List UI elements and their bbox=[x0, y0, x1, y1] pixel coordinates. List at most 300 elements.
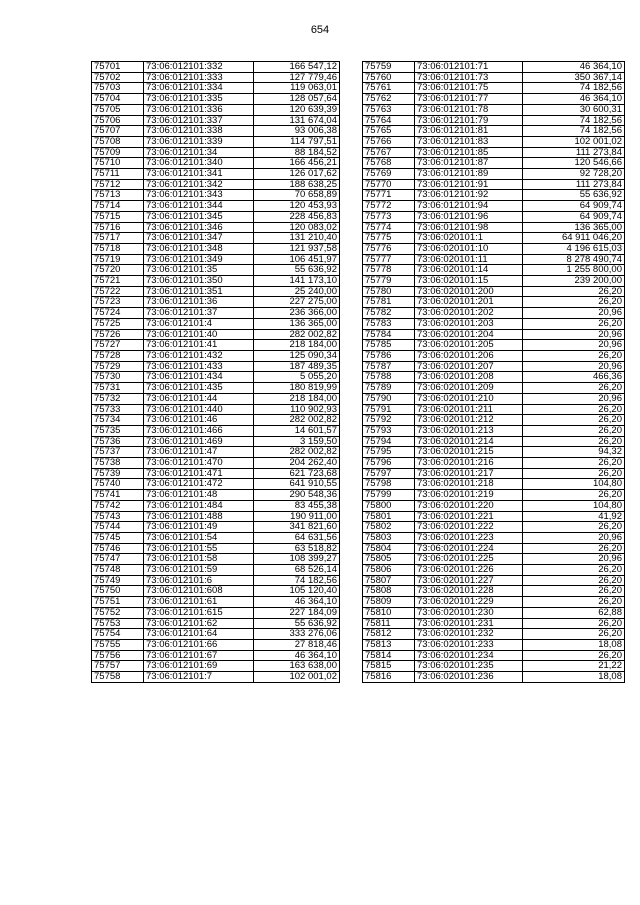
cadastral-number: 73:06:020101:216 bbox=[415, 458, 523, 469]
cadastral-number: 73:06:020101:219 bbox=[415, 490, 523, 501]
table-row bbox=[92, 650, 340, 661]
cadastral-value: 70 658,89 bbox=[254, 190, 340, 201]
cadastral-number: 73:06:012101:41 bbox=[144, 340, 254, 351]
cadastral-number: 73:06:012101:332 bbox=[144, 62, 254, 73]
cadastral-number: 73:06:012101:64 bbox=[144, 629, 254, 640]
table-row bbox=[92, 511, 340, 522]
cadastral-value: 228 456,83 bbox=[254, 211, 340, 222]
row-number: 75740 bbox=[92, 479, 144, 490]
cadastral-value: 74 182,56 bbox=[523, 83, 625, 94]
cadastral-value: 102 001,02 bbox=[254, 672, 340, 683]
cadastral-value: 120 639,39 bbox=[254, 104, 340, 115]
cadastral-number: 73:06:012101:434 bbox=[144, 372, 254, 383]
cadastral-value: 190 911,00 bbox=[254, 511, 340, 522]
row-number: 75759 bbox=[363, 62, 415, 73]
cadastral-number: 73:06:012101:69 bbox=[144, 661, 254, 672]
table-row bbox=[92, 243, 340, 254]
row-number: 75738 bbox=[92, 458, 144, 469]
cadastral-number: 73:06:012101:83 bbox=[415, 136, 523, 147]
row-number: 75753 bbox=[92, 618, 144, 629]
row-number: 75751 bbox=[92, 597, 144, 608]
cadastral-value: 5 055,20 bbox=[254, 372, 340, 383]
cadastral-value: 128 057,64 bbox=[254, 94, 340, 105]
cadastral-value: 227 275,00 bbox=[254, 297, 340, 308]
cadastral-number: 73:06:012101:351 bbox=[144, 286, 254, 297]
row-number: 75722 bbox=[92, 286, 144, 297]
table-row bbox=[363, 661, 625, 672]
cadastral-value: 55 636,92 bbox=[254, 618, 340, 629]
row-number: 75802 bbox=[363, 522, 415, 533]
cadastral-number: 73:06:020101:224 bbox=[415, 543, 523, 554]
row-number: 75796 bbox=[363, 458, 415, 469]
table-row bbox=[363, 586, 625, 597]
cadastral-number: 73:06:012101:346 bbox=[144, 222, 254, 233]
table-row bbox=[92, 404, 340, 415]
cadastral-number: 73:06:020101:209 bbox=[415, 383, 523, 394]
cadastral-value: 111 273,84 bbox=[523, 179, 625, 190]
table-row bbox=[363, 543, 625, 554]
row-number: 75756 bbox=[92, 650, 144, 661]
row-number: 75812 bbox=[363, 629, 415, 640]
cadastral-value: 166 547,12 bbox=[254, 62, 340, 73]
table-row bbox=[92, 565, 340, 576]
table-row bbox=[363, 211, 625, 222]
table-row bbox=[92, 468, 340, 479]
row-number: 75760 bbox=[363, 72, 415, 83]
row-number: 75747 bbox=[92, 554, 144, 565]
cadastral-number: 73:06:012101:472 bbox=[144, 479, 254, 490]
table-row bbox=[92, 425, 340, 436]
row-number: 75799 bbox=[363, 490, 415, 501]
table-row bbox=[363, 500, 625, 511]
cadastral-value: 83 455,38 bbox=[254, 500, 340, 511]
row-number: 75726 bbox=[92, 329, 144, 340]
cadastral-number: 73:06:012101:345 bbox=[144, 211, 254, 222]
cadastral-value: 111 273,84 bbox=[523, 147, 625, 158]
row-number: 75730 bbox=[92, 372, 144, 383]
table-row bbox=[363, 672, 625, 683]
row-number: 75767 bbox=[363, 147, 415, 158]
cadastral-number: 73:06:012101:89 bbox=[415, 169, 523, 180]
table-row bbox=[363, 297, 625, 308]
table-row bbox=[363, 254, 625, 265]
cadastral-number: 73:06:012101:470 bbox=[144, 458, 254, 469]
row-number: 75764 bbox=[363, 115, 415, 126]
table-row bbox=[363, 233, 625, 244]
table-row bbox=[92, 479, 340, 490]
table-row bbox=[92, 672, 340, 683]
row-number: 75725 bbox=[92, 318, 144, 329]
cadastral-number: 73:06:020101:225 bbox=[415, 554, 523, 565]
cadastral-number: 73:06:012101:334 bbox=[144, 83, 254, 94]
table-row bbox=[363, 169, 625, 180]
table-row bbox=[92, 415, 340, 426]
row-number: 75801 bbox=[363, 511, 415, 522]
table-row bbox=[92, 233, 340, 244]
cadastral-number: 73:06:020101:214 bbox=[415, 436, 523, 447]
cadastral-value: 120 083,02 bbox=[254, 222, 340, 233]
cadastral-value: 120 453,93 bbox=[254, 201, 340, 212]
cadastral-value: 92 728,20 bbox=[523, 169, 625, 180]
table-row bbox=[92, 83, 340, 94]
table-row bbox=[363, 597, 625, 608]
table-row bbox=[92, 201, 340, 212]
cadastral-number: 73:06:020101:229 bbox=[415, 597, 523, 608]
row-number: 75752 bbox=[92, 607, 144, 618]
row-number: 75746 bbox=[92, 543, 144, 554]
table-row bbox=[92, 597, 340, 608]
table-row bbox=[92, 62, 340, 73]
cadastral-value: 105 120,40 bbox=[254, 586, 340, 597]
table-row bbox=[363, 62, 625, 73]
table-row bbox=[363, 425, 625, 436]
table-row bbox=[363, 618, 625, 629]
table-row bbox=[92, 361, 340, 372]
row-number: 75763 bbox=[363, 104, 415, 115]
cadastral-number: 73:06:012101:62 bbox=[144, 618, 254, 629]
table-row bbox=[363, 350, 625, 361]
table-row bbox=[92, 265, 340, 276]
cadastral-value: 26,20 bbox=[523, 458, 625, 469]
row-number: 75718 bbox=[92, 243, 144, 254]
table-row bbox=[92, 500, 340, 511]
row-number: 75761 bbox=[363, 83, 415, 94]
cadastral-number: 73:06:012101:337 bbox=[144, 115, 254, 126]
row-number: 75768 bbox=[363, 158, 415, 169]
cadastral-value: 30 600,31 bbox=[523, 104, 625, 115]
table-row bbox=[92, 286, 340, 297]
cadastral-value: 26,20 bbox=[523, 297, 625, 308]
row-number: 75715 bbox=[92, 211, 144, 222]
cadastral-value: 41,92 bbox=[523, 511, 625, 522]
table-row bbox=[363, 286, 625, 297]
cadastral-number: 73:06:012101:46 bbox=[144, 415, 254, 426]
cadastral-number: 73:06:020101:201 bbox=[415, 297, 523, 308]
cadastral-number: 73:06:020101:1 bbox=[415, 233, 523, 244]
cadastral-value: 218 184,00 bbox=[254, 340, 340, 351]
cadastral-value: 1 255 800,00 bbox=[523, 265, 625, 276]
cadastral-number: 73:06:020101:213 bbox=[415, 425, 523, 436]
cadastral-value: 26,20 bbox=[523, 436, 625, 447]
left-table-body bbox=[92, 62, 340, 683]
table-row bbox=[363, 104, 625, 115]
cadastral-value: 26,20 bbox=[523, 650, 625, 661]
cadastral-number: 73:06:012101:484 bbox=[144, 500, 254, 511]
cadastral-number: 73:06:012101:615 bbox=[144, 607, 254, 618]
cadastral-number: 73:06:020101:217 bbox=[415, 468, 523, 479]
cadastral-value: 26,20 bbox=[523, 597, 625, 608]
row-number: 75808 bbox=[363, 586, 415, 597]
cadastral-value: 26,20 bbox=[523, 522, 625, 533]
cadastral-number: 73:06:012101:341 bbox=[144, 169, 254, 180]
cadastral-number: 73:06:012101:59 bbox=[144, 565, 254, 576]
cadastral-value: 26,20 bbox=[523, 286, 625, 297]
row-number: 75773 bbox=[363, 211, 415, 222]
row-number: 75776 bbox=[363, 243, 415, 254]
table-row bbox=[363, 318, 625, 329]
table-row bbox=[363, 565, 625, 576]
table-row bbox=[92, 254, 340, 265]
row-number: 75779 bbox=[363, 276, 415, 287]
cadastral-number: 73:06:012101:73 bbox=[415, 72, 523, 83]
cadastral-number: 73:06:020101:206 bbox=[415, 350, 523, 361]
cadastral-value: 333 276,06 bbox=[254, 629, 340, 640]
row-number: 75742 bbox=[92, 500, 144, 511]
table-row bbox=[363, 265, 625, 276]
cadastral-number: 73:06:012101:54 bbox=[144, 532, 254, 543]
row-number: 75734 bbox=[92, 415, 144, 426]
cadastral-number: 73:06:020101:15 bbox=[415, 276, 523, 287]
table-row bbox=[363, 415, 625, 426]
cadastral-value: 282 002,82 bbox=[254, 415, 340, 426]
table-row bbox=[92, 179, 340, 190]
table-row bbox=[363, 575, 625, 586]
table-row bbox=[363, 126, 625, 137]
table-row bbox=[363, 72, 625, 83]
table-row bbox=[92, 661, 340, 672]
cadastral-number: 73:06:020101:226 bbox=[415, 565, 523, 576]
cadastral-number: 73:06:020101:205 bbox=[415, 340, 523, 351]
cadastral-value: 26,20 bbox=[523, 629, 625, 640]
cadastral-number: 73:06:012101:440 bbox=[144, 404, 254, 415]
row-number: 75710 bbox=[92, 158, 144, 169]
table-row bbox=[92, 618, 340, 629]
cadastral-value: 26,20 bbox=[523, 404, 625, 415]
cadastral-number: 73:06:012101:85 bbox=[415, 147, 523, 158]
cadastral-number: 73:06:012101:44 bbox=[144, 393, 254, 404]
table-row bbox=[92, 340, 340, 351]
right-table bbox=[362, 61, 625, 683]
table-row bbox=[92, 169, 340, 180]
cadastral-number: 73:06:012101:78 bbox=[415, 104, 523, 115]
row-number: 75743 bbox=[92, 511, 144, 522]
cadastral-number: 73:06:012101:35 bbox=[144, 265, 254, 276]
table-row bbox=[92, 318, 340, 329]
cadastral-number: 73:06:020101:221 bbox=[415, 511, 523, 522]
cadastral-number: 73:06:020101:234 bbox=[415, 650, 523, 661]
row-number: 75745 bbox=[92, 532, 144, 543]
row-number: 75741 bbox=[92, 490, 144, 501]
row-number: 75806 bbox=[363, 565, 415, 576]
cadastral-value: 290 548,36 bbox=[254, 490, 340, 501]
row-number: 75724 bbox=[92, 308, 144, 319]
table-row bbox=[92, 586, 340, 597]
row-number: 75784 bbox=[363, 329, 415, 340]
cadastral-value: 25 240,00 bbox=[254, 286, 340, 297]
cadastral-value: 121 937,58 bbox=[254, 243, 340, 254]
row-number: 75755 bbox=[92, 639, 144, 650]
table-row bbox=[92, 575, 340, 586]
row-number: 75794 bbox=[363, 436, 415, 447]
cadastral-number: 73:06:012101:432 bbox=[144, 350, 254, 361]
cadastral-number: 73:06:012101:335 bbox=[144, 94, 254, 105]
table-row bbox=[92, 276, 340, 287]
row-number: 75749 bbox=[92, 575, 144, 586]
row-number: 75703 bbox=[92, 83, 144, 94]
cadastral-number: 73:06:020101:222 bbox=[415, 522, 523, 533]
cadastral-number: 73:06:020101:228 bbox=[415, 586, 523, 597]
table-row bbox=[363, 639, 625, 650]
row-number: 75775 bbox=[363, 233, 415, 244]
cadastral-value: 93 006,38 bbox=[254, 126, 340, 137]
row-number: 75774 bbox=[363, 222, 415, 233]
cadastral-number: 73:06:020101:218 bbox=[415, 479, 523, 490]
cadastral-value: 64 909,74 bbox=[523, 211, 625, 222]
row-number: 75731 bbox=[92, 383, 144, 394]
cadastral-value: 218 184,00 bbox=[254, 393, 340, 404]
row-number: 75721 bbox=[92, 276, 144, 287]
cadastral-number: 73:06:012101:343 bbox=[144, 190, 254, 201]
cadastral-value: 131 210,40 bbox=[254, 233, 340, 244]
row-number: 75712 bbox=[92, 179, 144, 190]
cadastral-number: 73:06:020101:233 bbox=[415, 639, 523, 650]
table-row bbox=[363, 243, 625, 254]
row-number: 75783 bbox=[363, 318, 415, 329]
table-row bbox=[92, 126, 340, 137]
table-row bbox=[363, 554, 625, 565]
cadastral-number: 73:06:012101:338 bbox=[144, 126, 254, 137]
cadastral-value: 114 797,51 bbox=[254, 136, 340, 147]
cadastral-number: 73:06:012101:435 bbox=[144, 383, 254, 394]
cadastral-number: 73:06:012101:71 bbox=[415, 62, 523, 73]
row-number: 75787 bbox=[363, 361, 415, 372]
table-row bbox=[92, 393, 340, 404]
cadastral-value: 102 001,02 bbox=[523, 136, 625, 147]
cadastral-value: 26,20 bbox=[523, 490, 625, 501]
table-row bbox=[363, 383, 625, 394]
cadastral-number: 73:06:012101:47 bbox=[144, 447, 254, 458]
row-number: 75777 bbox=[363, 254, 415, 265]
row-number: 75729 bbox=[92, 361, 144, 372]
table-row bbox=[363, 158, 625, 169]
cadastral-value: 204 262,40 bbox=[254, 458, 340, 469]
cadastral-value: 26,20 bbox=[523, 350, 625, 361]
cadastral-number: 73:06:012101:48 bbox=[144, 490, 254, 501]
table-row bbox=[363, 393, 625, 404]
cadastral-number: 73:06:020101:210 bbox=[415, 393, 523, 404]
row-number: 75785 bbox=[363, 340, 415, 351]
table-row bbox=[92, 94, 340, 105]
cadastral-number: 73:06:020101:215 bbox=[415, 447, 523, 458]
table-row bbox=[92, 190, 340, 201]
cadastral-value: 88 184,52 bbox=[254, 147, 340, 158]
cadastral-number: 73:06:012101:469 bbox=[144, 436, 254, 447]
cadastral-number: 73:06:020101:14 bbox=[415, 265, 523, 276]
cadastral-value: 125 090,34 bbox=[254, 350, 340, 361]
cadastral-number: 73:06:012101:342 bbox=[144, 179, 254, 190]
table-row bbox=[363, 179, 625, 190]
cadastral-value: 341 821,60 bbox=[254, 522, 340, 533]
right-table-body bbox=[363, 62, 625, 683]
cadastral-value: 106 451,97 bbox=[254, 254, 340, 265]
row-number: 75750 bbox=[92, 586, 144, 597]
cadastral-number: 73:06:012101:7 bbox=[144, 672, 254, 683]
table-row bbox=[363, 329, 625, 340]
table-row bbox=[363, 340, 625, 351]
cadastral-value: 62,88 bbox=[523, 607, 625, 618]
cadastral-number: 73:06:020101:10 bbox=[415, 243, 523, 254]
table-row bbox=[363, 532, 625, 543]
cadastral-value: 46 364,10 bbox=[254, 650, 340, 661]
table-row bbox=[363, 136, 625, 147]
table-row bbox=[92, 522, 340, 533]
cadastral-number: 73:06:012101:98 bbox=[415, 222, 523, 233]
row-number: 75705 bbox=[92, 104, 144, 115]
cadastral-value: 14 601,57 bbox=[254, 425, 340, 436]
cadastral-number: 73:06:012101:347 bbox=[144, 233, 254, 244]
cadastral-value: 74 182,56 bbox=[523, 126, 625, 137]
cadastral-number: 73:06:012101:348 bbox=[144, 243, 254, 254]
left-table bbox=[91, 61, 340, 683]
cadastral-value: 641 910,55 bbox=[254, 479, 340, 490]
cadastral-value: 26,20 bbox=[523, 586, 625, 597]
cadastral-number: 73:06:012101:349 bbox=[144, 254, 254, 265]
cadastral-value: 163 638,00 bbox=[254, 661, 340, 672]
table-row bbox=[363, 201, 625, 212]
cadastral-number: 73:06:012101:58 bbox=[144, 554, 254, 565]
cadastral-value: 20,96 bbox=[523, 393, 625, 404]
row-number: 75780 bbox=[363, 286, 415, 297]
table-row bbox=[92, 211, 340, 222]
table-row bbox=[363, 436, 625, 447]
row-number: 75757 bbox=[92, 661, 144, 672]
row-number: 75813 bbox=[363, 639, 415, 650]
cadastral-value: 55 636,92 bbox=[254, 265, 340, 276]
row-number: 75782 bbox=[363, 308, 415, 319]
cadastral-number: 73:06:012101:333 bbox=[144, 72, 254, 83]
row-number: 75788 bbox=[363, 372, 415, 383]
row-number: 75754 bbox=[92, 629, 144, 640]
row-number: 75798 bbox=[363, 479, 415, 490]
row-number: 75707 bbox=[92, 126, 144, 137]
cadastral-value: 74 182,56 bbox=[523, 115, 625, 126]
cadastral-value: 120 546,66 bbox=[523, 158, 625, 169]
cadastral-value: 20,96 bbox=[523, 532, 625, 543]
cadastral-value: 239 200,00 bbox=[523, 276, 625, 287]
row-number: 75816 bbox=[363, 672, 415, 683]
table-row bbox=[363, 629, 625, 640]
row-number: 75769 bbox=[363, 169, 415, 180]
cadastral-value: 46 364,10 bbox=[254, 597, 340, 608]
table-row bbox=[92, 607, 340, 618]
cadastral-number: 73:06:012101:61 bbox=[144, 597, 254, 608]
table-row bbox=[363, 222, 625, 233]
table-row bbox=[363, 308, 625, 319]
cadastral-number: 73:06:020101:220 bbox=[415, 500, 523, 511]
row-number: 75739 bbox=[92, 468, 144, 479]
cadastral-number: 73:06:012101:339 bbox=[144, 136, 254, 147]
cadastral-number: 73:06:020101:208 bbox=[415, 372, 523, 383]
cadastral-value: 46 364,10 bbox=[523, 62, 625, 73]
row-number: 75771 bbox=[363, 190, 415, 201]
cadastral-number: 73:06:012101:40 bbox=[144, 329, 254, 340]
cadastral-value: 26,20 bbox=[523, 318, 625, 329]
cadastral-value: 236 366,00 bbox=[254, 308, 340, 319]
cadastral-number: 73:06:012101:433 bbox=[144, 361, 254, 372]
row-number: 75706 bbox=[92, 115, 144, 126]
table-row bbox=[363, 447, 625, 458]
row-number: 75717 bbox=[92, 233, 144, 244]
row-number: 75800 bbox=[363, 500, 415, 511]
cadastral-value: 8 278 490,74 bbox=[523, 254, 625, 265]
row-number: 75702 bbox=[92, 72, 144, 83]
table-row bbox=[363, 458, 625, 469]
cadastral-value: 108 399,27 bbox=[254, 554, 340, 565]
cadastral-value: 141 173,10 bbox=[254, 276, 340, 287]
row-number: 75789 bbox=[363, 383, 415, 394]
cadastral-value: 26,20 bbox=[523, 383, 625, 394]
row-number: 75708 bbox=[92, 136, 144, 147]
